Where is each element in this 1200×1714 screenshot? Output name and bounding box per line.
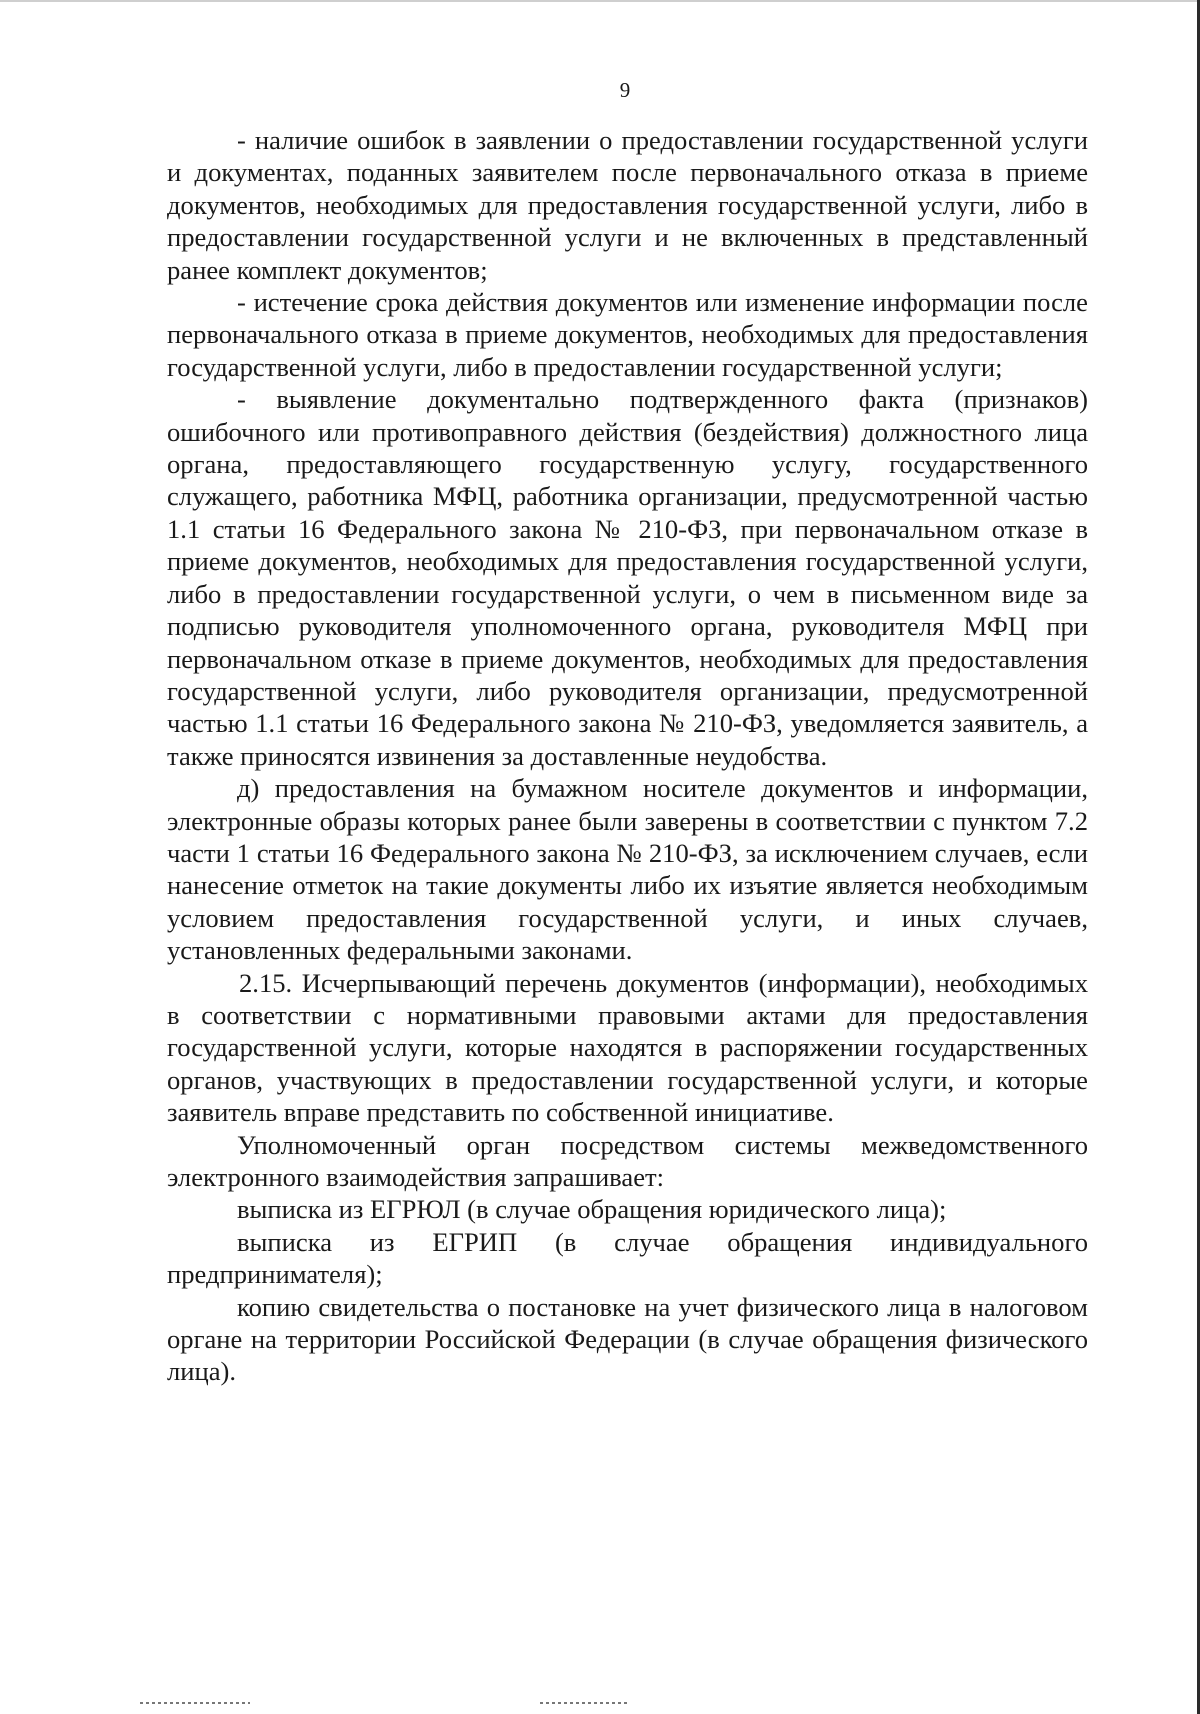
paragraph-paper-documents: д) предоставления на бумажном носителе документов и информации, электронные образы которых ранее были заверены в соответствии с пунктом 7.2 части 1 статьи 16 Федерального закона № 210-ФЗ, за исключением случаев, если нанесение отметок на такие документы либо их изъятие является необходимым условием предоставления государственной услуги, и иных случаев, установленных федеральными законами.	[167, 773, 1088, 966]
paragraph-errors-in-application: - наличие ошибок в заявлении о предоставлении государственной услуги и документах, поданных заявителем после первоначального отказа в приеме документов, необходимых для предоставления государственной услуги, либо в предоставлении государственной услуги и не включенных в представленный ранее комплект документов;	[167, 125, 1088, 285]
paragraph-documents-expiry: - истечение срока действия документов или изменение информации после первоначального отказа в приеме документов, необходимых для предоставления государственной услуги, либо в предоставлении государственной услуги;	[167, 287, 1088, 382]
scan-artifact-center	[540, 1702, 630, 1704]
list-item-egrul: выписка из ЕГРЮЛ (в случае обращения юридического лица);	[237, 1194, 947, 1225]
list-item-egrip: выписка из ЕГРИП (в случае обращения индивидуального предпринимателя);	[167, 1226, 1088, 1290]
document-body	[167, 124, 1088, 1388]
list-item-tax-certificate: копию свидетельства о постановке на учет физического лица в налоговом органе на территории Российской Федерации (в случае обращения физического лица).	[167, 1291, 1088, 1387]
scan-edge-top	[0, 0, 1200, 2]
paragraph-erroneous-action: - выявление документально подтвержденного факта (признаков) ошибочного или противоправного действия (бездействия) должностного лица органа, предоставляющего государственную услугу, государственного служащего, работника МФЦ, работника организации, предусмотренной частью 1.1 статьи 16 Федерального закона № 210-ФЗ, при первоначальном отказе в приеме документов, необходимых для предоставления государственной услуги, либо в предоставлении государственной услуги, о чем в письменном виде за подписью руководителя уполномоченного органа, руководителя МФЦ при первоначальном отказе в приеме документов, необходимых для предоставления государственной услуги, либо руководителя организации, предусмотренной частью 1.1 статьи 16 Федерального закона № 210-ФЗ, уведомляется заявитель, а также приносятся извинения за доставленные неудобства.	[167, 384, 1088, 771]
scan-artifact-left	[140, 1702, 250, 1704]
paragraph-interagency-request: Уполномоченный орган посредством системы межведомственного электронного взаимодействия запрашивает:	[167, 1129, 1088, 1192]
paragraph-section-2-15: 2.15. Исчерпывающий перечень документов (информации), необходимых в соответствии с нормативными правовыми актами для предоставления государственной услуги, которые находятся в распоряжении государственных органов, участвующих в предоставлении государственной услуги, и которые заявитель вправе представить по собственной инициативе.	[167, 967, 1088, 1128]
page-number: 9	[619, 78, 631, 102]
